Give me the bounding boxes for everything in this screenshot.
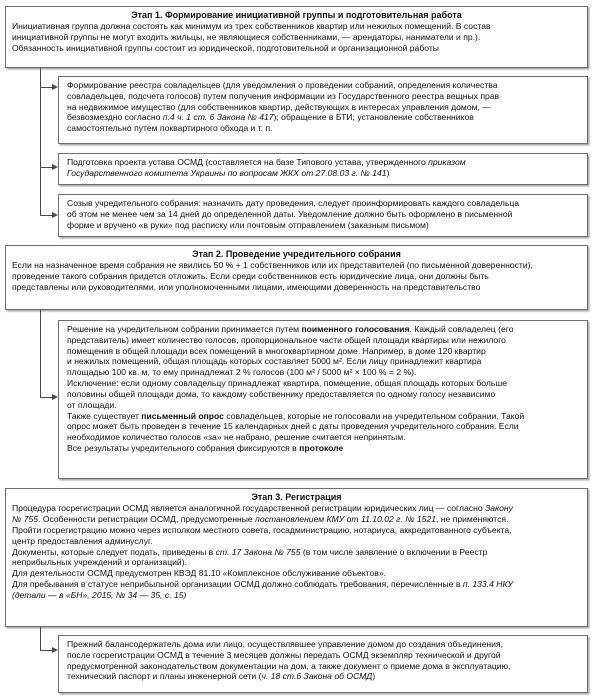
law-755-reference: № 755	[12, 514, 39, 525]
decision-line: представитель) имеет количество голосов, пропорциональное части общей площади квартиры или нежилого	[67, 334, 506, 345]
osmd-law-reference: ч. 18 ст.6 Закона об ОСМД	[261, 671, 373, 682]
decision-line: площадью 100 кв. м, то ему принадлежат 2 % голосов (100 м² / 5000 м² × 100 % = 2 %).	[67, 367, 417, 378]
registry-box	[58, 76, 588, 144]
kved-line: Для деятельности ОСМД предусмотрен КВЭД 81.10 «Комплексное обслуживание объектов».	[12, 568, 387, 579]
convene-line: Созыв учредительного собрания: назначить дату проведения, следует проинформировать каждого совладельца	[67, 198, 520, 208]
stage1-intro-line: Обязанность инициативной группы состоит из юридической, подготовительной и организационной работы	[12, 42, 439, 53]
stage3-procedure-line-2	[12, 514, 581, 525]
transfer-line: после госрегистрации ОСМД в течение 3 месяцев должны передать ОСМД экземпляр технической и другой	[67, 649, 501, 660]
convene-line: форме и вручено «в руки» под расписку или почтовым отправлением (заказным письмом)	[67, 219, 429, 230]
stage1-intro-line: инициативной группы не могут входить жильцы, не являющиеся собственниками, — арендаторы, наниматели и пр.).	[12, 32, 481, 43]
stage2-connector-vertical	[40, 310, 41, 398]
law-reference: Закону	[484, 503, 513, 514]
decision-line1-suffix: . Каждый совладелец (его	[409, 324, 514, 334]
roll-call-vote-term: поименного голосования	[301, 324, 410, 334]
stage3-connector-vertical	[40, 627, 41, 651]
committee-reference: Государственного комитета Украины по вопросам ЖКХ от 27.08.03 г. № 141	[67, 167, 387, 178]
bn-reference: (детали — в «БН», 2015, № 34 — 35, с. 15)	[12, 589, 187, 600]
registry-line-4	[67, 112, 581, 123]
stage1-intro-line: Инициативная группа должна состоять как минимум из трех собственников квартир или нежилых помещений. В состав	[12, 21, 491, 32]
written-poll-line: необходимое количество голосов «за» не набрано, решение считается непринятым.	[67, 432, 406, 443]
nonprofit-line-1	[12, 579, 581, 590]
stage1-title: Этап 1. Формирование инициативной группы и подготовительная работа	[131, 10, 462, 20]
decision-line1-prefix: Решение на учредительном собрании принимается путем	[67, 324, 302, 334]
stage2-intro-line: представлены или руководителями, или уполномоченными лицами, имеющими доверенность на представительство	[12, 281, 481, 292]
registry-connector	[40, 87, 52, 88]
stage1-connector-vertical	[40, 68, 41, 216]
charter-connector	[40, 167, 52, 168]
documents-prefix: Документы, которые следует подать, приведены в	[12, 546, 216, 557]
cabinet-resolution-reference: постановлением КМУ от 11.10.02 г. № 1521	[255, 514, 437, 525]
procedure-prefix: Процедура госрегистрации ОСМД является аналогичной государственной регистрации юридических лиц — согласно	[12, 503, 485, 514]
transfer-line4-prefix: технический паспорт и планы инженерной сети (	[67, 671, 262, 682]
documents-line-2: неприбыльных учреждений и организаций).	[12, 557, 187, 568]
documents-transfer-box	[58, 635, 588, 693]
charter-line-2	[67, 168, 581, 179]
tax-code-reference: п. 133.4 НКУ	[462, 579, 514, 590]
nonprofit-prefix: Для пребывания в статусе неприбыльной организации ОСМД должно соблюдать требования, перечисленные в	[12, 579, 463, 590]
decision-line: помещения в общей площади всех помещений в многоквартирном доме. Например, в доме 120 квартир	[67, 345, 486, 356]
transfer-line: предусмотренной законодательством документации на дом, а также документ о приеме дома в эксплуатацию,	[67, 660, 511, 671]
charter-line2-suffix: )	[386, 167, 390, 178]
convene-line: об этом не менее чем за 14 дней до определенной даты. Уведомление должно быть оформлено в письменной	[67, 208, 513, 219]
charter-arrow	[52, 164, 58, 170]
stage1-box	[5, 6, 588, 68]
procedure-suffix: , не применяются.	[436, 514, 509, 525]
decision-line: Исключение: если одному совладельцу принадлежат квартира, помещение, общая площадь которых больше	[67, 378, 508, 389]
written-poll-term: письменный опрос	[141, 410, 224, 421]
transfer-line-4	[67, 671, 581, 682]
procedure-mid: . Особенности регистрации ОСМД, предусмотренные	[38, 514, 256, 525]
decision-connector	[40, 397, 52, 398]
decision-line: от площади.	[67, 399, 117, 410]
registry-line: совладельцев, подсчета голосов) путем получения информации из Государственного реестра вещных прав	[67, 90, 500, 101]
charter-box	[58, 153, 588, 185]
stage2-title: Этап 2. Проведение учредительного собрания	[192, 249, 401, 259]
written-poll-line-1	[67, 411, 581, 422]
article-17-reference: ст. 17 Закона № 755	[215, 546, 301, 557]
stage3-procedure-line-1	[12, 503, 581, 514]
voting-decision-box	[58, 320, 588, 479]
protocol-term: протоколе	[299, 443, 344, 454]
convene-arrow	[52, 212, 58, 218]
decision-line: и нежилых помещений, общая площадь которых составляет 5000 м². Если лицу принадлежит квартира	[67, 356, 482, 367]
registration-channels-line: Пройти госрегистрацию можно через исполком местного совета, госадминистрацию, нотариуса, аккредитованного субъекта,	[12, 524, 512, 535]
transfer-line: Прежний балансодержатель дома или лицо, осуществлявшее управление домом до создания объединения,	[67, 639, 504, 649]
stage2-intro-line: Если на назначенное время собрания не явились 50 % + 1 собственников или их представителей (по письменной доверенности),	[12, 260, 533, 271]
registry-arrow	[52, 84, 58, 90]
charter-line-1	[67, 157, 581, 168]
stage2-box	[5, 245, 588, 310]
nonprofit-line-2	[12, 590, 581, 601]
protocol-line	[67, 443, 581, 454]
registration-channels-line: центр предоставления админуслуг.	[12, 535, 153, 546]
transfer-line4-suffix: )	[372, 671, 376, 682]
transfer-arrow	[52, 647, 58, 653]
documents-line-1	[12, 547, 581, 558]
registry-line4-suffix: ); обращение в БТИ; установление собственников	[273, 112, 474, 123]
registry-line: Формирование реестра совладельцев (для уведомления о проведении собраний, определения количества	[67, 80, 498, 90]
stage2-intro-line: проведение такого собрания придется отложить. Если среди собственников есть юридические лица, они должны быть	[12, 271, 489, 282]
registry-line: на недвижимое имущество (для собственников квартир, действующих в интересах управления домом, —	[67, 101, 491, 112]
written-poll-line: опрос может быть проведен в течение 15 календарных дней с даты проведения учредительного собрания. Если	[67, 421, 519, 432]
order-reference: приказом	[428, 157, 466, 167]
stage3-box	[5, 488, 588, 627]
written-poll-suffix: совладельцев, которые не голосовали на учредительном собрании. Такой	[223, 410, 525, 421]
protocol-prefix: Все результаты учредительного собрания фиксируются в	[67, 443, 300, 454]
stage3-title: Этап 3. Регистрация	[251, 492, 342, 502]
documents-suffix: (в том числе заявление о включении в Реестр	[300, 546, 488, 557]
law-417-reference: п.4 ч. 1 ст. 6 Закона № 417	[162, 112, 274, 123]
decision-line: половины общей площади дома, то каждому собственнику предоставляется по одному голосу независимо	[67, 388, 496, 399]
decision-line-1	[67, 324, 581, 335]
convene-connector	[40, 215, 52, 216]
registry-line4-prefix: безвозмездно согласно	[67, 112, 163, 123]
decision-arrow	[52, 394, 58, 400]
written-poll-prefix: Также существует	[67, 410, 142, 421]
charter-line1-text: Подготовка проекта устава ОСМД (составляется на базе Типового устава, утвержденного	[67, 157, 426, 167]
registry-line: самостоятельно путем поквартирного обхода и т. п.	[67, 123, 273, 134]
transfer-connector	[40, 650, 52, 651]
convene-box	[58, 194, 588, 237]
